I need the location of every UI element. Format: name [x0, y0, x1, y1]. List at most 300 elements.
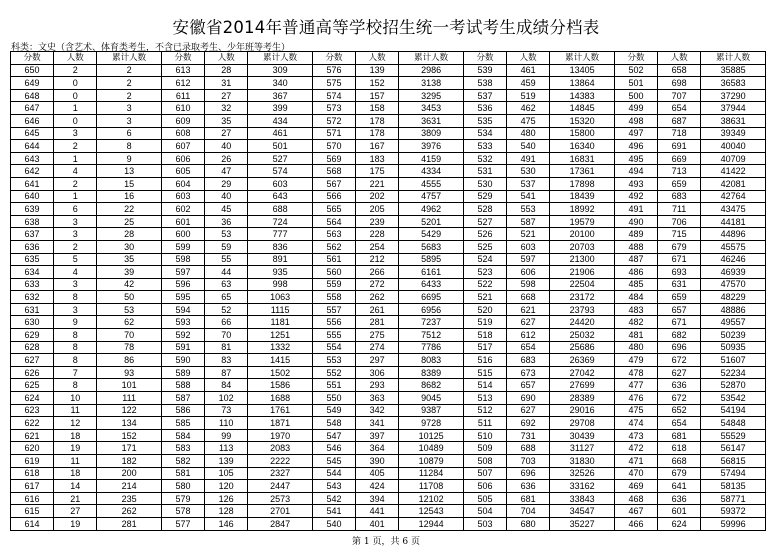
table-cell: 0	[54, 77, 97, 90]
table-cell: 627	[658, 366, 701, 379]
table-cell: 601	[161, 215, 204, 228]
table-cell: 696	[658, 341, 701, 354]
table-cell: 23172	[550, 291, 615, 304]
table-cell: 574	[248, 165, 313, 178]
table-cell: 32526	[550, 467, 615, 480]
column-header: 累计人数	[97, 52, 162, 65]
table-cell: 654	[658, 417, 701, 430]
table-cell: 45575	[701, 240, 766, 253]
table-cell: 16	[97, 190, 162, 203]
table-cell: 617	[11, 480, 54, 493]
table-cell: 3631	[399, 114, 464, 127]
table-cell: 205	[356, 203, 399, 216]
table-cell: 527	[463, 215, 506, 228]
table-cell: 20100	[550, 228, 615, 241]
table-cell: 424	[356, 480, 399, 493]
table-cell: 507	[463, 467, 506, 480]
table-cell: 672	[658, 392, 701, 405]
table-cell: 1415	[248, 354, 313, 367]
table-cell: 266	[356, 266, 399, 279]
table-cell: 688	[507, 442, 550, 455]
table-cell: 634	[11, 266, 54, 279]
table-cell: 26	[205, 152, 248, 165]
table-cell: 46939	[701, 266, 766, 279]
table-cell: 517	[463, 341, 506, 354]
table-cell: 627	[11, 354, 54, 367]
table-row	[11, 291, 766, 304]
table-cell: 512	[463, 404, 506, 417]
table-cell: 8389	[399, 366, 464, 379]
table-cell: 3	[54, 127, 97, 140]
table-cell: 367	[248, 89, 313, 102]
table-cell: 65	[205, 291, 248, 304]
table-cell: 340	[248, 77, 313, 90]
table-cell: 568	[312, 165, 355, 178]
table-cell: 506	[463, 480, 506, 493]
table-cell: 2222	[248, 455, 313, 468]
table-cell: 535	[463, 114, 506, 127]
table-cell: 47	[205, 165, 248, 178]
table-cell: 510	[463, 429, 506, 442]
table-cell: 484	[614, 291, 657, 304]
table-cell: 3138	[399, 77, 464, 90]
table-cell: 621	[11, 429, 54, 442]
table-cell: 20703	[550, 240, 615, 253]
table-cell: 1	[54, 152, 97, 165]
table-cell: 14845	[550, 102, 615, 115]
table-cell: 576	[312, 64, 355, 77]
table-cell: 13864	[550, 77, 615, 90]
table-cell: 54194	[701, 404, 766, 417]
table-cell: 5429	[399, 228, 464, 241]
table-cell: 44181	[701, 215, 766, 228]
table-row	[11, 480, 766, 493]
table-cell: 584	[161, 429, 204, 442]
table-row	[11, 442, 766, 455]
table-row	[11, 165, 766, 178]
table-cell: 33843	[550, 492, 615, 505]
table-cell: 673	[507, 366, 550, 379]
table-row	[11, 455, 766, 468]
table-cell: 481	[614, 329, 657, 342]
table-cell: 39349	[701, 127, 766, 140]
table-cell: 496	[614, 140, 657, 153]
table-cell: 619	[11, 455, 54, 468]
table-cell: 44896	[701, 228, 766, 241]
table-cell: 590	[161, 354, 204, 367]
table-cell: 477	[614, 379, 657, 392]
table-cell: 998	[248, 278, 313, 291]
table-cell: 105	[205, 467, 248, 480]
table-cell: 12	[54, 417, 97, 430]
table-cell: 636	[658, 492, 701, 505]
table-cell: 18439	[550, 190, 615, 203]
table-row	[11, 140, 766, 153]
table-cell: 399	[248, 102, 313, 115]
table-cell: 586	[161, 404, 204, 417]
table-cell: 167	[356, 140, 399, 153]
table-cell: 175	[356, 165, 399, 178]
table-cell: 707	[658, 89, 701, 102]
table-cell: 212	[356, 253, 399, 266]
table-cell: 6956	[399, 303, 464, 316]
table-cell: 600	[161, 228, 204, 241]
table-cell: 1332	[248, 341, 313, 354]
table-cell: 469	[614, 480, 657, 493]
table-cell: 25	[97, 215, 162, 228]
table-cell: 2847	[248, 517, 313, 530]
table-cell: 53	[205, 228, 248, 241]
table-cell: 342	[356, 404, 399, 417]
table-cell: 603	[161, 190, 204, 203]
table-cell: 15320	[550, 114, 615, 127]
table-cell: 16831	[550, 152, 615, 165]
table-cell: 607	[161, 140, 204, 153]
table-cell: 636	[11, 240, 54, 253]
table-cell: 593	[161, 316, 204, 329]
table-cell: 488	[614, 240, 657, 253]
table-cell: 541	[312, 505, 355, 518]
table-cell: 698	[658, 77, 701, 90]
column-header: 人数	[507, 52, 550, 65]
table-cell: 541	[507, 190, 550, 203]
table-cell: 501	[614, 77, 657, 90]
table-cell: 610	[161, 102, 204, 115]
table-cell: 58135	[701, 480, 766, 493]
table-cell: 2	[97, 89, 162, 102]
table-cell: 635	[11, 253, 54, 266]
table-cell: 25032	[550, 329, 615, 342]
table-cell: 470	[614, 467, 657, 480]
table-cell: 44	[205, 266, 248, 279]
table-cell: 543	[312, 480, 355, 493]
table-cell: 81	[205, 341, 248, 354]
table-cell: 46246	[701, 253, 766, 266]
table-cell: 521	[507, 228, 550, 241]
table-cell: 1251	[248, 329, 313, 342]
table-cell: 9387	[399, 404, 464, 417]
table-cell: 40	[205, 140, 248, 153]
table-cell: 891	[248, 253, 313, 266]
table-cell: 62	[97, 316, 162, 329]
table-cell: 1761	[248, 404, 313, 417]
table-cell: 2	[54, 177, 97, 190]
table-cell: 482	[614, 316, 657, 329]
table-cell: 178	[356, 114, 399, 127]
table-cell: 3295	[399, 89, 464, 102]
table-cell: 479	[614, 354, 657, 367]
table-cell: 693	[658, 266, 701, 279]
table-cell: 608	[161, 127, 204, 140]
table-row	[11, 215, 766, 228]
table-cell: 9045	[399, 392, 464, 405]
table-cell: 587	[161, 392, 204, 405]
table-cell: 1	[54, 190, 97, 203]
table-cell: 503	[463, 517, 506, 530]
table-cell: 152	[97, 429, 162, 442]
table-cell: 489	[614, 228, 657, 241]
table-cell: 626	[11, 366, 54, 379]
table-cell: 537	[463, 89, 506, 102]
table-cell: 515	[463, 366, 506, 379]
table-row	[11, 429, 766, 442]
table-row	[11, 392, 766, 405]
table-cell: 182	[97, 455, 162, 468]
table-cell: 504	[463, 505, 506, 518]
table-cell: 122	[97, 404, 162, 417]
table-cell: 498	[614, 114, 657, 127]
table-cell: 51607	[701, 354, 766, 367]
table-cell: 27042	[550, 366, 615, 379]
score-distribution-table	[10, 51, 766, 531]
table-cell: 524	[463, 253, 506, 266]
table-cell: 43475	[701, 203, 766, 216]
table-cell: 55	[205, 253, 248, 266]
table-cell: 703	[507, 455, 550, 468]
table-cell: 534	[463, 127, 506, 140]
table-cell: 2327	[248, 467, 313, 480]
table-cell: 4334	[399, 165, 464, 178]
table-cell: 545	[312, 455, 355, 468]
table-cell: 474	[614, 417, 657, 430]
column-header: 累计人数	[399, 52, 464, 65]
table-cell: 262	[97, 505, 162, 518]
table-cell: 486	[614, 266, 657, 279]
table-cell: 2083	[248, 442, 313, 455]
table-cell: 33162	[550, 480, 615, 493]
table-cell: 650	[11, 64, 54, 77]
table-cell: 14	[54, 480, 97, 493]
table-cell: 509	[463, 442, 506, 455]
table-cell: 627	[507, 316, 550, 329]
table-row	[11, 89, 766, 102]
table-cell: 297	[356, 354, 399, 367]
table-cell: 553	[507, 203, 550, 216]
table-row	[11, 64, 766, 77]
table-cell: 13405	[550, 64, 615, 77]
table-cell: 668	[507, 291, 550, 304]
table-cell: 713	[658, 165, 701, 178]
table-cell: 363	[356, 392, 399, 405]
table-row	[11, 266, 766, 279]
table-cell: 642	[11, 165, 54, 178]
table-cell: 491	[614, 203, 657, 216]
table-cell: 718	[658, 127, 701, 140]
table-cell: 935	[248, 266, 313, 279]
table-cell: 520	[463, 303, 506, 316]
table-cell: 86	[97, 354, 162, 367]
column-header: 人数	[356, 52, 399, 65]
table-cell: 3976	[399, 140, 464, 153]
table-cell: 2	[54, 64, 97, 77]
table-cell: 11	[54, 455, 97, 468]
table-cell: 599	[161, 240, 204, 253]
table-cell: 595	[161, 291, 204, 304]
table-cell: 10	[54, 392, 97, 405]
table-cell: 547	[312, 429, 355, 442]
table-cell: 597	[161, 266, 204, 279]
table-cell: 239	[356, 215, 399, 228]
table-cell: 587	[507, 215, 550, 228]
table-cell: 644	[11, 140, 54, 153]
table-cell: 4	[54, 165, 97, 178]
table-cell: 612	[507, 329, 550, 342]
table-cell: 533	[463, 140, 506, 153]
table-cell: 516	[463, 354, 506, 367]
table-cell: 561	[312, 253, 355, 266]
table-cell: 672	[658, 354, 701, 367]
table-row	[11, 467, 766, 480]
table-cell: 9	[97, 152, 162, 165]
table-cell: 836	[248, 240, 313, 253]
table-cell: 546	[312, 442, 355, 455]
table-cell: 3	[54, 215, 97, 228]
table-cell: 551	[312, 379, 355, 392]
table-cell: 19	[54, 442, 97, 455]
table-cell: 70	[205, 329, 248, 342]
table-cell: 281	[356, 316, 399, 329]
table-cell: 306	[356, 366, 399, 379]
table-cell: 591	[161, 341, 204, 354]
table-cell: 615	[11, 505, 54, 518]
table-cell: 625	[11, 379, 54, 392]
table-cell: 261	[356, 303, 399, 316]
table-cell: 42	[97, 278, 162, 291]
table-cell: 28389	[550, 392, 615, 405]
table-row	[11, 366, 766, 379]
table-cell: 641	[658, 480, 701, 493]
table-cell: 581	[161, 467, 204, 480]
table-cell: 35	[97, 253, 162, 266]
column-header: 人数	[658, 52, 701, 65]
table-cell: 542	[312, 492, 355, 505]
column-header: 人数	[205, 52, 248, 65]
table-cell: 681	[658, 429, 701, 442]
table-cell: 573	[312, 102, 355, 115]
table-cell: 5	[54, 253, 97, 266]
table-cell: 549	[312, 404, 355, 417]
table-row	[11, 417, 766, 430]
table-cell: 7512	[399, 329, 464, 342]
table-cell: 53542	[701, 392, 766, 405]
table-cell: 32	[205, 102, 248, 115]
table-cell: 606	[507, 266, 550, 279]
table-cell: 15800	[550, 127, 615, 140]
table-cell: 688	[248, 203, 313, 216]
table-cell: 553	[312, 354, 355, 367]
table-cell: 22	[97, 203, 162, 216]
table-cell: 647	[11, 102, 54, 115]
table-cell: 45	[205, 203, 248, 216]
table-cell: 671	[658, 316, 701, 329]
table-cell: 134	[97, 417, 162, 430]
table-cell: 6695	[399, 291, 464, 304]
table-cell: 532	[463, 152, 506, 165]
table-cell: 731	[507, 429, 550, 442]
table-cell: 478	[614, 366, 657, 379]
table-cell: 8	[54, 354, 97, 367]
table-cell: 157	[356, 89, 399, 102]
table-cell: 603	[248, 177, 313, 190]
table-cell: 508	[463, 455, 506, 468]
table-cell: 281	[97, 517, 162, 530]
table-cell: 562	[312, 240, 355, 253]
table-cell: 101	[97, 379, 162, 392]
table-cell: 630	[11, 316, 54, 329]
table-cell: 28	[205, 64, 248, 77]
table-cell: 648	[11, 89, 54, 102]
table-cell: 139	[205, 455, 248, 468]
table-cell: 645	[11, 127, 54, 140]
table-row	[11, 303, 766, 316]
column-header: 分数	[161, 52, 204, 65]
table-cell: 618	[658, 442, 701, 455]
table-cell: 56815	[701, 455, 766, 468]
table-cell: 558	[312, 291, 355, 304]
column-header: 分数	[11, 52, 54, 65]
table-cell: 2986	[399, 64, 464, 77]
table-cell: 70	[97, 329, 162, 342]
table-cell: 12944	[399, 517, 464, 530]
table-cell: 31830	[550, 455, 615, 468]
table-cell: 50239	[701, 329, 766, 342]
table-cell: 461	[248, 127, 313, 140]
table-cell: 6161	[399, 266, 464, 279]
table-cell: 27	[205, 89, 248, 102]
table-cell: 638	[11, 215, 54, 228]
table-cell: 36583	[701, 77, 766, 90]
table-cell: 4159	[399, 152, 464, 165]
table-cell: 272	[356, 278, 399, 291]
table-cell: 679	[658, 240, 701, 253]
table-cell: 606	[161, 152, 204, 165]
table-cell: 3	[54, 278, 97, 291]
table-row	[11, 114, 766, 127]
table-cell: 55529	[701, 429, 766, 442]
table-cell: 548	[312, 417, 355, 430]
table-row	[11, 177, 766, 190]
table-cell: 52234	[701, 366, 766, 379]
table-cell: 390	[356, 455, 399, 468]
table-cell: 657	[507, 379, 550, 392]
table-cell: 27699	[550, 379, 615, 392]
table-cell: 200	[97, 467, 162, 480]
table-cell: 519	[463, 316, 506, 329]
table-cell: 3	[54, 303, 97, 316]
table-cell: 483	[614, 303, 657, 316]
table-cell: 30439	[550, 429, 615, 442]
table-cell: 671	[658, 253, 701, 266]
table-cell: 21906	[550, 266, 615, 279]
table-cell: 565	[312, 203, 355, 216]
table-cell: 492	[614, 190, 657, 203]
table-cell: 539	[463, 64, 506, 77]
column-header: 分数	[463, 52, 506, 65]
table-cell: 631	[658, 278, 701, 291]
table-cell: 640	[11, 190, 54, 203]
table-cell: 5201	[399, 215, 464, 228]
table-cell: 531	[463, 165, 506, 178]
table-cell: 704	[507, 505, 550, 518]
table-cell: 602	[161, 203, 204, 216]
table-cell: 1	[54, 102, 97, 115]
table-cell: 35	[205, 114, 248, 127]
table-cell: 563	[312, 228, 355, 241]
table-cell: 4962	[399, 203, 464, 216]
table-cell: 623	[11, 404, 54, 417]
table-cell: 31127	[550, 442, 615, 455]
table-cell: 529	[463, 190, 506, 203]
